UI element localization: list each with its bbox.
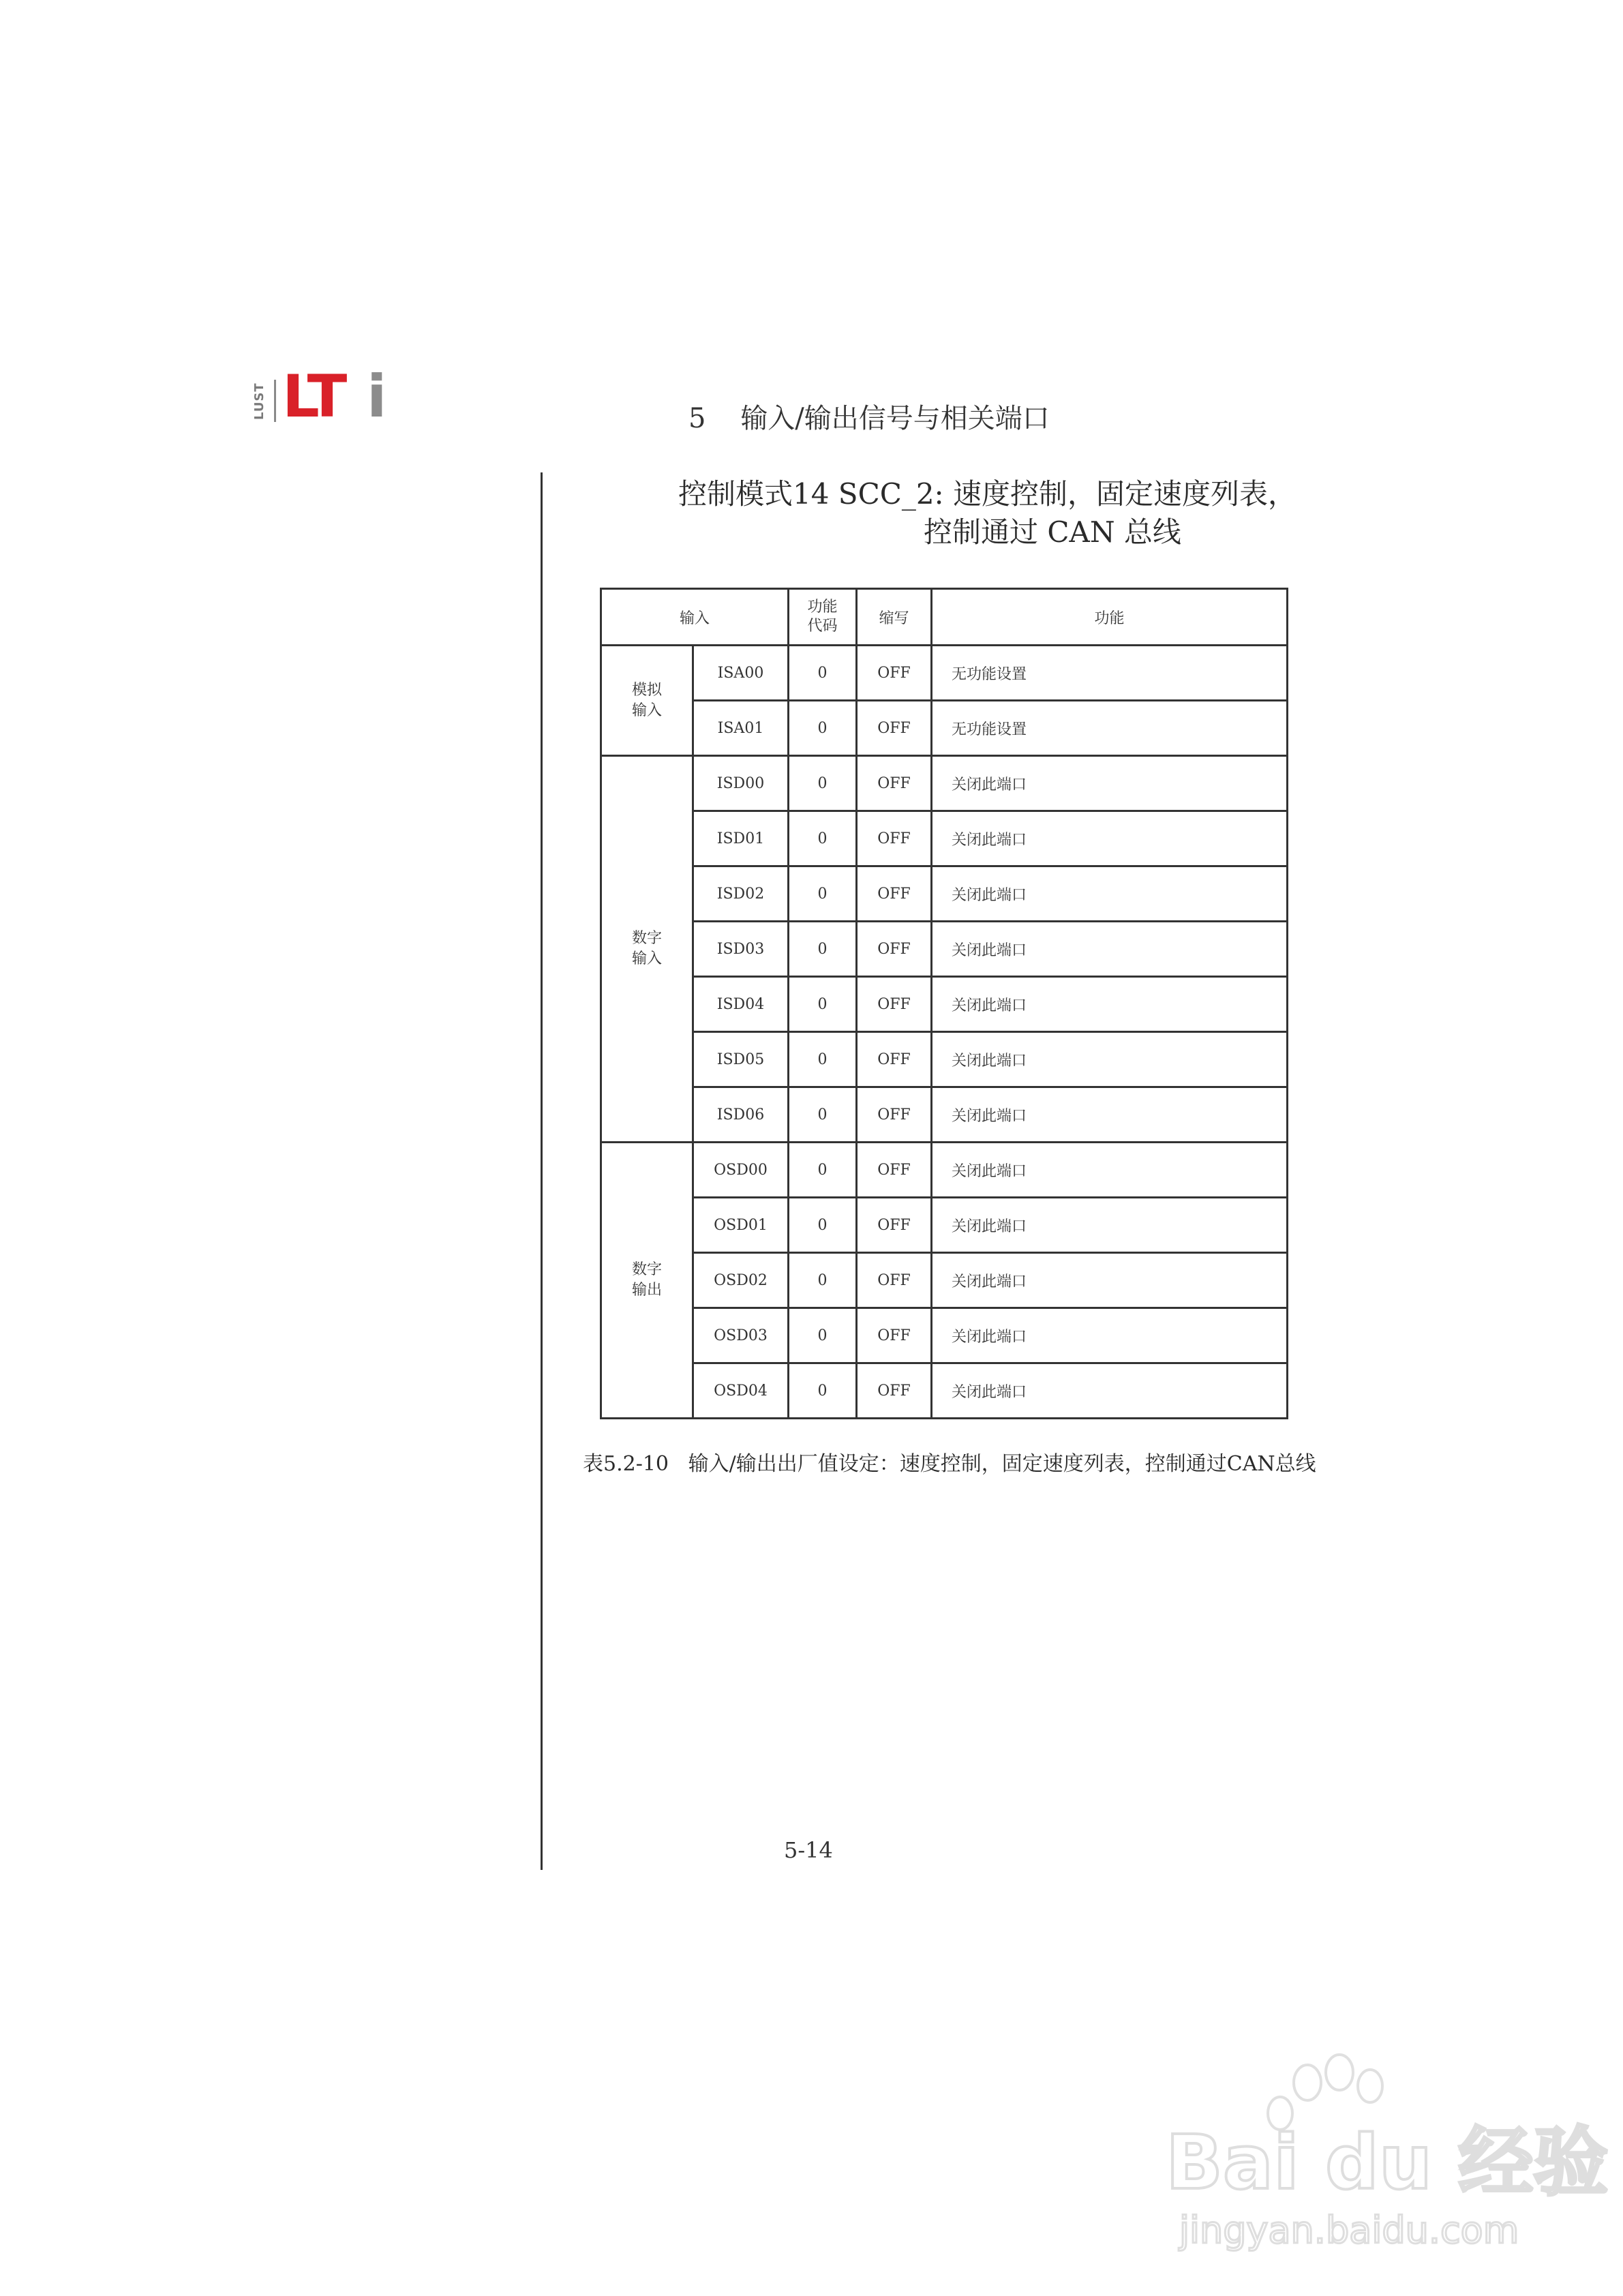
header-input: 输入 — [601, 589, 789, 646]
function-cell: 关闭此端口 — [932, 1032, 1288, 1087]
table-row — [601, 1253, 1288, 1308]
port-cell: ISD06 — [693, 1087, 789, 1143]
port-cell: ISA01 — [693, 701, 789, 756]
code-cell: 0 — [789, 811, 857, 866]
port-cell: OSD03 — [693, 1308, 789, 1363]
port-cell: ISD04 — [693, 977, 789, 1032]
port-cell: OSD04 — [693, 1363, 789, 1419]
function-cell: 关闭此端口 — [932, 1143, 1288, 1198]
abbr-cell: OFF — [857, 1363, 932, 1419]
code-cell: 0 — [789, 1087, 857, 1143]
chapter-number: 5 — [688, 403, 706, 434]
abbr-cell: OFF — [857, 646, 932, 701]
group-label-analog-input — [601, 646, 693, 756]
function-cell: 关闭此端口 — [932, 977, 1288, 1032]
function-cell: 关闭此端口 — [932, 1087, 1288, 1143]
company-logo — [252, 363, 389, 431]
table-row — [601, 1198, 1288, 1253]
port-cell: OSD02 — [693, 1253, 789, 1308]
function-cell: 关闭此端口 — [932, 1253, 1288, 1308]
page-number: 5-14 — [784, 1837, 833, 1863]
table-row — [601, 701, 1288, 756]
io-settings-table — [600, 588, 1288, 1419]
port-cell: ISA00 — [693, 646, 789, 701]
table-row — [601, 1143, 1288, 1198]
code-cell: 0 — [789, 1032, 857, 1087]
margin-rule — [541, 472, 543, 1870]
table-row — [601, 977, 1288, 1032]
abbr-cell: OFF — [857, 977, 932, 1032]
table-row — [601, 646, 1288, 701]
baidu-jingyan-watermark — [1152, 2052, 1609, 2256]
abbr-cell: OFF — [857, 1198, 932, 1253]
section-title-line2: 控制通过 CAN 总线 — [924, 515, 1181, 549]
table-row — [601, 1363, 1288, 1419]
header-code — [789, 589, 857, 646]
code-cell: 0 — [789, 646, 857, 701]
table-row — [601, 1032, 1288, 1087]
group-label-line1: 数字 — [631, 930, 662, 947]
function-cell: 关闭此端口 — [932, 811, 1288, 866]
group-label-line1: 模拟 — [631, 681, 662, 699]
function-cell: 关闭此端口 — [932, 1308, 1288, 1363]
logo-i-text: i — [367, 363, 387, 431]
chapter-title: 输入/输出信号与相关端口 — [740, 403, 1050, 434]
function-cell: 关闭此端口 — [932, 866, 1288, 922]
port-cell: ISD03 — [693, 922, 789, 977]
function-cell: 关闭此端口 — [932, 1198, 1288, 1253]
chapter-header — [688, 397, 1050, 436]
port-cell: ISD01 — [693, 811, 789, 866]
abbr-cell: OFF — [857, 701, 932, 756]
code-cell: 0 — [789, 866, 857, 922]
function-cell: 关闭此端口 — [932, 1363, 1288, 1419]
watermark-url: jingyan.baidu.com — [1179, 2209, 1519, 2252]
abbr-cell: OFF — [857, 1143, 932, 1198]
abbr-cell: OFF — [857, 1308, 932, 1363]
table-row — [601, 922, 1288, 977]
group-label-digital-output — [601, 1143, 693, 1419]
function-cell: 无功能设置 — [932, 701, 1288, 756]
code-cell: 0 — [789, 701, 857, 756]
header-abbr: 缩写 — [857, 589, 932, 646]
function-cell: 关闭此端口 — [932, 922, 1288, 977]
abbr-cell: OFF — [857, 866, 932, 922]
group-label-line2: 输入 — [631, 950, 662, 967]
watermark-brand: Bai du 经验 — [1166, 2119, 1609, 2206]
code-cell: 0 — [789, 1308, 857, 1363]
port-cell: ISD02 — [693, 866, 789, 922]
code-cell: 0 — [789, 1143, 857, 1198]
table-row — [601, 866, 1288, 922]
code-cell: 0 — [789, 1198, 857, 1253]
code-cell: 0 — [789, 1363, 857, 1419]
logo-divider — [274, 380, 276, 422]
table-row — [601, 1308, 1288, 1363]
header-code-line1: 功能 — [807, 599, 838, 616]
table-caption: 表5.2-10 输入/输出出厂值设定：速度控制，固定速度列表，控制通过CAN总线 — [583, 1452, 1316, 1476]
function-cell: 关闭此端口 — [932, 756, 1288, 811]
port-cell: ISD00 — [693, 756, 789, 811]
section-title-line1: 控制模式14 SCC_2: 速度控制，固定速度列表， — [678, 477, 1297, 511]
table-row — [601, 1087, 1288, 1143]
abbr-cell: OFF — [857, 811, 932, 866]
port-cell: OSD01 — [693, 1198, 789, 1253]
code-cell: 0 — [789, 1253, 857, 1308]
logo-lust-text: LUST — [252, 382, 267, 421]
code-cell: 0 — [789, 977, 857, 1032]
table-row — [601, 756, 1288, 811]
group-label-digital-input — [601, 756, 693, 1143]
abbr-cell: OFF — [857, 1087, 932, 1143]
port-cell: ISD05 — [693, 1032, 789, 1087]
group-label-line2: 输出 — [631, 1282, 662, 1299]
group-label-line1: 数字 — [631, 1261, 662, 1278]
table-row — [601, 811, 1288, 866]
logo-lt-text: LT — [282, 363, 345, 431]
group-label-line2: 输入 — [631, 701, 662, 719]
abbr-cell: OFF — [857, 1253, 932, 1308]
function-cell: 无功能设置 — [932, 646, 1288, 701]
table-header-row — [601, 589, 1288, 646]
header-code-line2: 代码 — [807, 618, 838, 635]
abbr-cell: OFF — [857, 922, 932, 977]
port-cell: OSD00 — [693, 1143, 789, 1198]
code-cell: 0 — [789, 922, 857, 977]
header-function: 功能 — [932, 589, 1288, 646]
abbr-cell: OFF — [857, 1032, 932, 1087]
code-cell: 0 — [789, 756, 857, 811]
abbr-cell: OFF — [857, 756, 932, 811]
